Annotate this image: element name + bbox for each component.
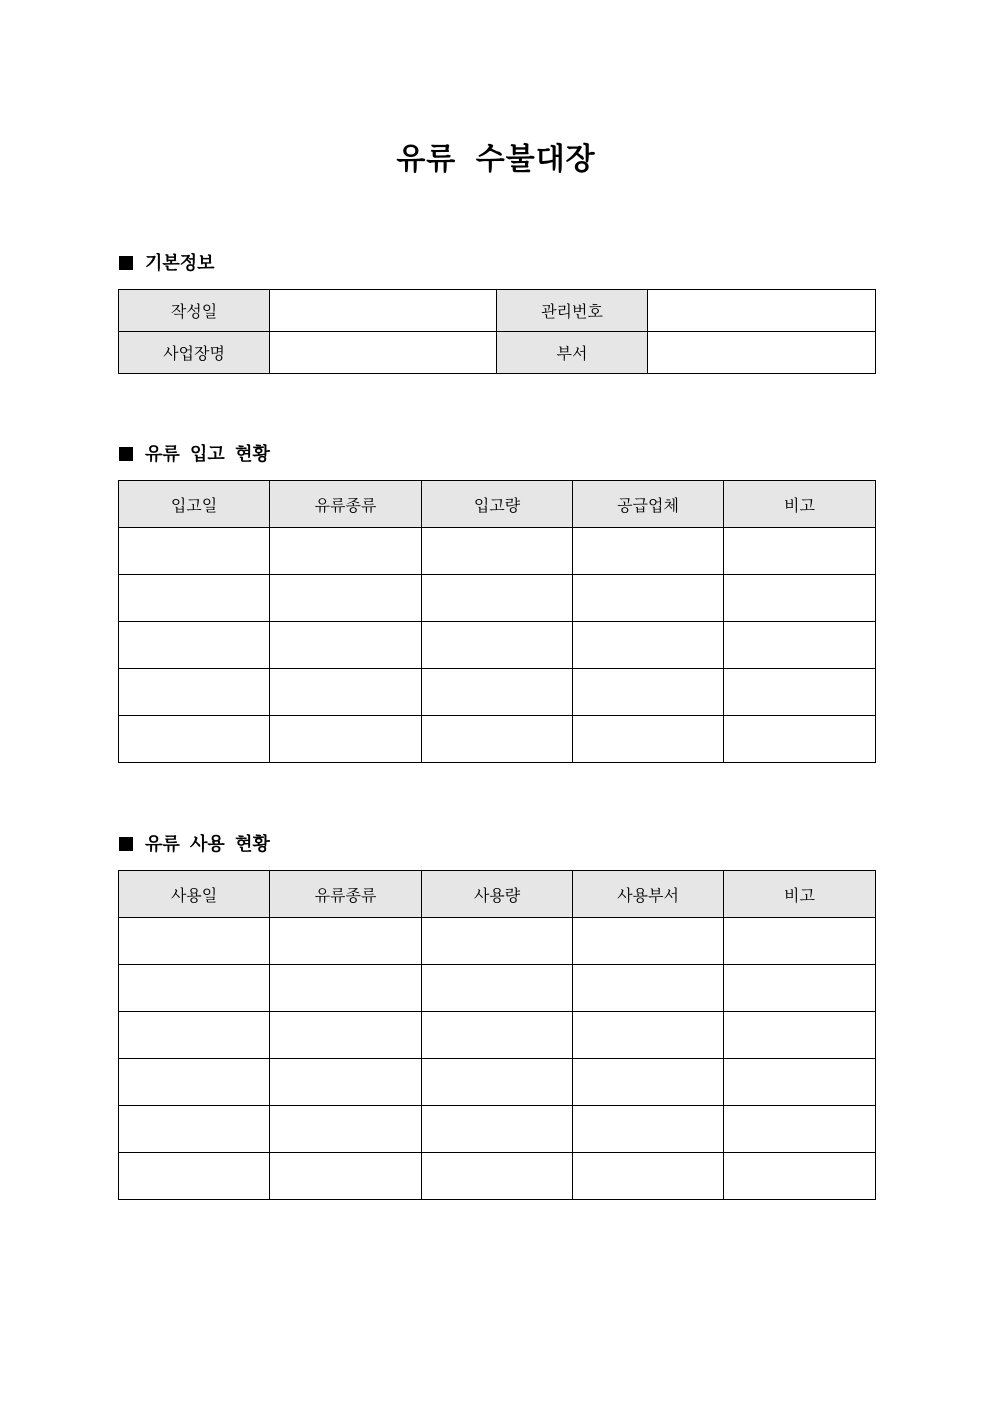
section-heading-basic (119, 252, 215, 276)
table-cell[interactable] (270, 1106, 422, 1153)
table-cell[interactable] (422, 965, 573, 1012)
table-cell[interactable] (119, 1059, 270, 1106)
label-date: 작성일 (119, 290, 270, 332)
table-cell[interactable] (724, 716, 876, 763)
table-cell[interactable] (119, 1153, 270, 1200)
table-cell[interactable] (422, 575, 573, 622)
table-cell[interactable] (270, 528, 422, 575)
section-heading-basic-label: 기본정보 (145, 253, 215, 274)
table-cell[interactable] (573, 1059, 724, 1106)
column-header: 입고일 (119, 481, 270, 528)
table-cell[interactable] (422, 1153, 573, 1200)
table-row (119, 1153, 876, 1200)
square-bullet-icon (119, 447, 133, 461)
table-cell[interactable] (270, 669, 422, 716)
table-cell[interactable] (422, 622, 573, 669)
table-cell[interactable] (270, 965, 422, 1012)
table-cell[interactable] (573, 1153, 724, 1200)
table-row (119, 1106, 876, 1153)
table-cell[interactable] (573, 622, 724, 669)
table-header-row (119, 871, 876, 918)
inbound-table (118, 480, 876, 763)
field-site-name[interactable] (270, 332, 497, 374)
column-header: 사용량 (422, 871, 573, 918)
table-cell[interactable] (270, 1059, 422, 1106)
table-cell[interactable] (573, 1012, 724, 1059)
table-row (119, 1059, 876, 1106)
table-cell[interactable] (724, 1012, 876, 1059)
table-cell[interactable] (573, 918, 724, 965)
table-cell[interactable] (422, 1106, 573, 1153)
table-cell[interactable] (119, 1012, 270, 1059)
table-cell[interactable] (573, 716, 724, 763)
column-header: 사용일 (119, 871, 270, 918)
column-header: 비고 (724, 481, 876, 528)
table-cell[interactable] (270, 918, 422, 965)
field-management-number[interactable] (648, 290, 876, 332)
column-header: 공급업체 (573, 481, 724, 528)
table-cell[interactable] (573, 669, 724, 716)
table-row (119, 918, 876, 965)
table-row (119, 1012, 876, 1059)
table-cell[interactable] (573, 575, 724, 622)
usage-table (118, 870, 876, 1200)
table-cell[interactable] (422, 1059, 573, 1106)
column-header: 입고량 (422, 481, 573, 528)
table-cell[interactable] (119, 669, 270, 716)
table-cell[interactable] (573, 1106, 724, 1153)
table-cell[interactable] (573, 965, 724, 1012)
table-cell[interactable] (422, 1012, 573, 1059)
section-heading-inbound (119, 443, 270, 467)
column-header: 비고 (724, 871, 876, 918)
column-header: 유류종류 (270, 871, 422, 918)
table-cell[interactable] (119, 965, 270, 1012)
table-cell[interactable] (724, 1153, 876, 1200)
table-row (119, 528, 876, 575)
field-department[interactable] (648, 332, 876, 374)
table-row (119, 622, 876, 669)
table-row (119, 669, 876, 716)
table-cell[interactable] (724, 622, 876, 669)
table-cell[interactable] (724, 1106, 876, 1153)
table-cell[interactable] (270, 575, 422, 622)
table-cell[interactable] (724, 669, 876, 716)
table-cell[interactable] (270, 1153, 422, 1200)
table-row (119, 575, 876, 622)
table-cell[interactable] (573, 528, 724, 575)
square-bullet-icon (119, 256, 133, 270)
square-bullet-icon (119, 837, 133, 851)
table-row (119, 290, 876, 332)
label-department: 부서 (497, 332, 648, 374)
table-cell[interactable] (119, 716, 270, 763)
section-heading-inbound-label: 유류 입고 현황 (145, 444, 270, 465)
column-header: 사용부서 (573, 871, 724, 918)
table-cell[interactable] (119, 1106, 270, 1153)
table-cell[interactable] (724, 918, 876, 965)
label-management-number: 관리번호 (497, 290, 648, 332)
section-heading-usage (119, 833, 270, 857)
table-cell[interactable] (724, 965, 876, 1012)
page-title: 유류 수불대장 (396, 142, 596, 177)
table-cell[interactable] (270, 622, 422, 669)
table-cell[interactable] (119, 622, 270, 669)
table-cell[interactable] (422, 716, 573, 763)
table-row (119, 965, 876, 1012)
section-heading-usage-label: 유류 사용 현황 (145, 834, 270, 855)
table-row (119, 332, 876, 374)
table-cell[interactable] (119, 575, 270, 622)
table-cell[interactable] (270, 1012, 422, 1059)
table-cell[interactable] (422, 669, 573, 716)
table-cell[interactable] (119, 918, 270, 965)
table-cell[interactable] (119, 528, 270, 575)
label-site-name: 사업장명 (119, 332, 270, 374)
table-cell[interactable] (422, 918, 573, 965)
table-row (119, 716, 876, 763)
table-cell[interactable] (422, 528, 573, 575)
column-header: 유류종류 (270, 481, 422, 528)
field-date[interactable] (270, 290, 497, 332)
table-cell[interactable] (724, 575, 876, 622)
table-cell[interactable] (724, 528, 876, 575)
table-cell[interactable] (724, 1059, 876, 1106)
table-cell[interactable] (270, 716, 422, 763)
table-header-row (119, 481, 876, 528)
basic-info-table (118, 289, 876, 374)
